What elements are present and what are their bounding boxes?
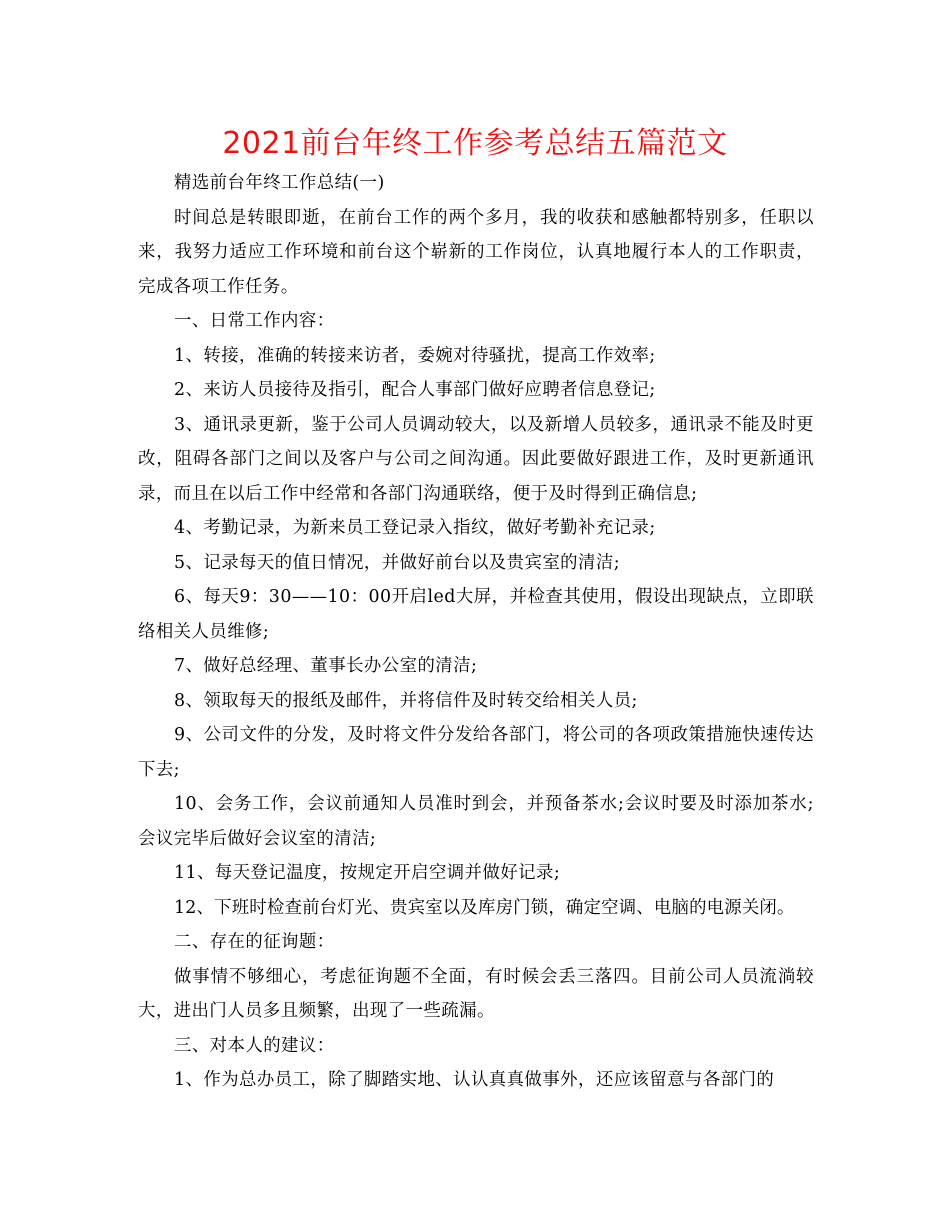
- list-item: 10、会务工作，会议前通知人员准时到会，并预备茶水;会议时要及时添加茶水;会议完毕后做好会议室的清洁;: [138, 794, 814, 849]
- list-item: 11、每天登记温度，按规定开启空调并做好记录;: [174, 863, 561, 883]
- list-item: 5、记录每天的值日情况，并做好前台以及贵宾室的清洁;: [174, 552, 621, 573]
- list-item: 2、来访人员接待及指引，配合人事部门做好应聘者信息登记;: [174, 380, 656, 400]
- paragraph: 做事情不够细心，考虑征询题不全面，有时候会丢三落四。目前公司人员流淌较大，进出门人员多且频繁，出现了一些疏漏。: [138, 966, 814, 1021]
- list-item: 12、下班时检查前台灯光、贵宾室以及库房门锁，确定空调、电脑的电源关闭。: [174, 897, 795, 918]
- section-heading: 一、日常工作内容：: [174, 311, 335, 331]
- list-item: 3、通讯录更新，鉴于公司人员调动较大，以及新增人员较多，通讯录不能及时更改，阻碍各部门之间以及客户与公司之间沟通。因此要做好跟进工作，及时更新通讯录，而且在以后工作中经常和各部门沟通联络，便于及时得到正确信息;: [138, 414, 814, 504]
- list-item: 9、公司文件的分发，及时将文件分发给各部门，将公司的各项政策措施快速传达下去;: [138, 725, 814, 780]
- list-item: 7、做好总经理、董事长办公室的清洁;: [174, 656, 478, 676]
- list-item: 8、领取每天的报纸及邮件，并将信件及时转交给相关人员;: [174, 690, 638, 711]
- paragraph: 时间总是转眼即逝，在前台工作的两个多月，我的收获和感触都特别多，任职以来，我努力适应工作环境和前台这个崭新的工作岗位，认真地履行本人的工作职责，完成各项工作任务。: [138, 207, 814, 297]
- section-heading: 精选前台年终工作总结(一): [174, 173, 385, 193]
- document-title: 2021前台年终工作参考总结五篇范文: [222, 126, 728, 161]
- section-heading: 二、存在的征询题：: [174, 932, 335, 952]
- list-item: 1、作为总办员工，除了脚踏实地、认认真真做事外，还应该留意与各部门的: [174, 1070, 775, 1090]
- list-item: 6、每天9：30——10：00开启led大屏，并检查其使用，假设出现缺点，立即联络相关人员维修;: [138, 587, 814, 642]
- document-body: [138, 166, 814, 1098]
- list-item: 4、考勤记录，为新来员工登记录入指纹，做好考勤补充记录;: [174, 518, 656, 538]
- section-heading: 三、对本人的建议：: [174, 1035, 335, 1056]
- list-item: 1、转接，准确的转接来访者，委婉对待骚扰，提高工作效率;: [174, 345, 656, 366]
